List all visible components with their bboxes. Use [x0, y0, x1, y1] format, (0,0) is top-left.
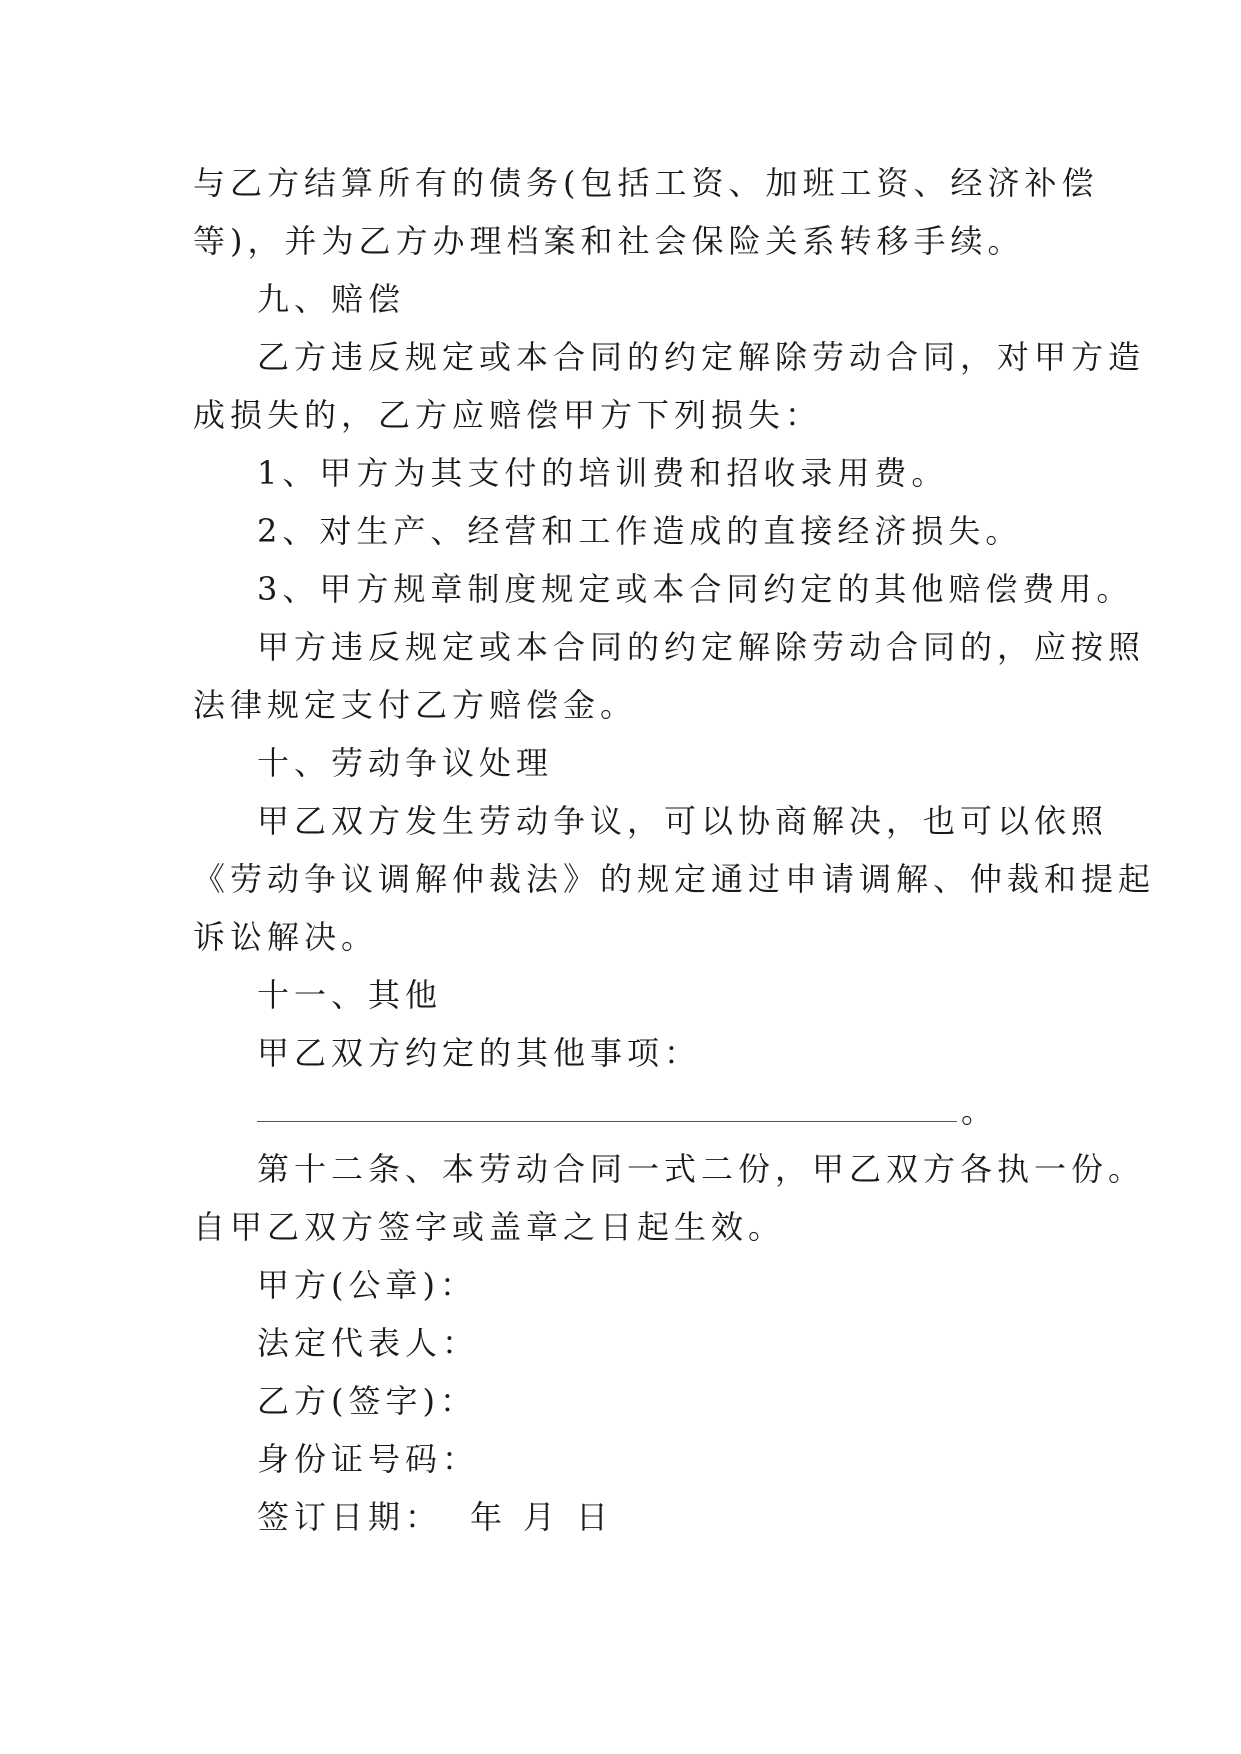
- text-line: 成损失的，乙方应赔偿甲方下列损失：: [193, 396, 823, 434]
- list-item: 2、对生产、经营和工作造成的直接经济损失。: [257, 512, 1023, 550]
- day-label: 日: [576, 1498, 614, 1536]
- text-line: 甲方违反规定或本合同的约定解除劳动合同的，应按照: [257, 628, 1146, 666]
- party-b-signature-label: 乙方(签字)：: [257, 1382, 477, 1420]
- fill-in-blank-line: [193, 1082, 1053, 1140]
- text-line: 第十二条、本劳动合同一式二份，甲乙双方各执一份。: [257, 1150, 1146, 1188]
- text-line: 乙方违反规定或本合同的约定解除劳动合同，对甲方造: [257, 338, 1146, 376]
- party-a-seal-label: 甲方(公章)：: [257, 1266, 477, 1304]
- blank-period: 。: [961, 1092, 999, 1130]
- signing-date-label: 签订日期：: [257, 1498, 443, 1536]
- text-line: 自甲乙双方签字或盖章之日起生效。: [193, 1208, 786, 1246]
- section-heading: 十、劳动争议处理: [257, 744, 554, 782]
- legal-representative-label: 法定代表人：: [257, 1324, 480, 1362]
- text-line: 等)，并为乙方办理档案和社会保险关系转移手续。: [193, 222, 1025, 260]
- list-item: 3、甲方规章制度规定或本合同约定的其他赔偿费用。: [257, 570, 1134, 608]
- year-label: 年: [470, 1498, 508, 1536]
- signing-date-row: [193, 1488, 1053, 1546]
- contract-page: [193, 154, 1156, 1546]
- text-line: 诉讼解决。: [193, 918, 379, 956]
- section-heading: 十一、其他: [257, 976, 443, 1014]
- text-line: 《劳动争议调解仲裁法》的规定通过申请调解、仲裁和提起: [193, 860, 1156, 898]
- section-heading: 九、赔偿: [257, 280, 406, 318]
- list-item: 1、甲方为其支付的培训费和招收录用费。: [257, 454, 949, 492]
- month-label: 月: [523, 1498, 561, 1536]
- id-number-label: 身份证号码：: [257, 1440, 480, 1478]
- blank-underline: [257, 1099, 957, 1122]
- text-line: 与乙方结算所有的债务(包括工资、加班工资、经济补偿: [193, 164, 1099, 202]
- text-line: 甲乙双方发生劳动争议，可以协商解决，也可以依照: [257, 802, 1109, 840]
- text-line: 甲乙双方约定的其他事项：: [257, 1034, 702, 1072]
- text-line: 法律规定支付乙方赔偿金。: [193, 686, 638, 724]
